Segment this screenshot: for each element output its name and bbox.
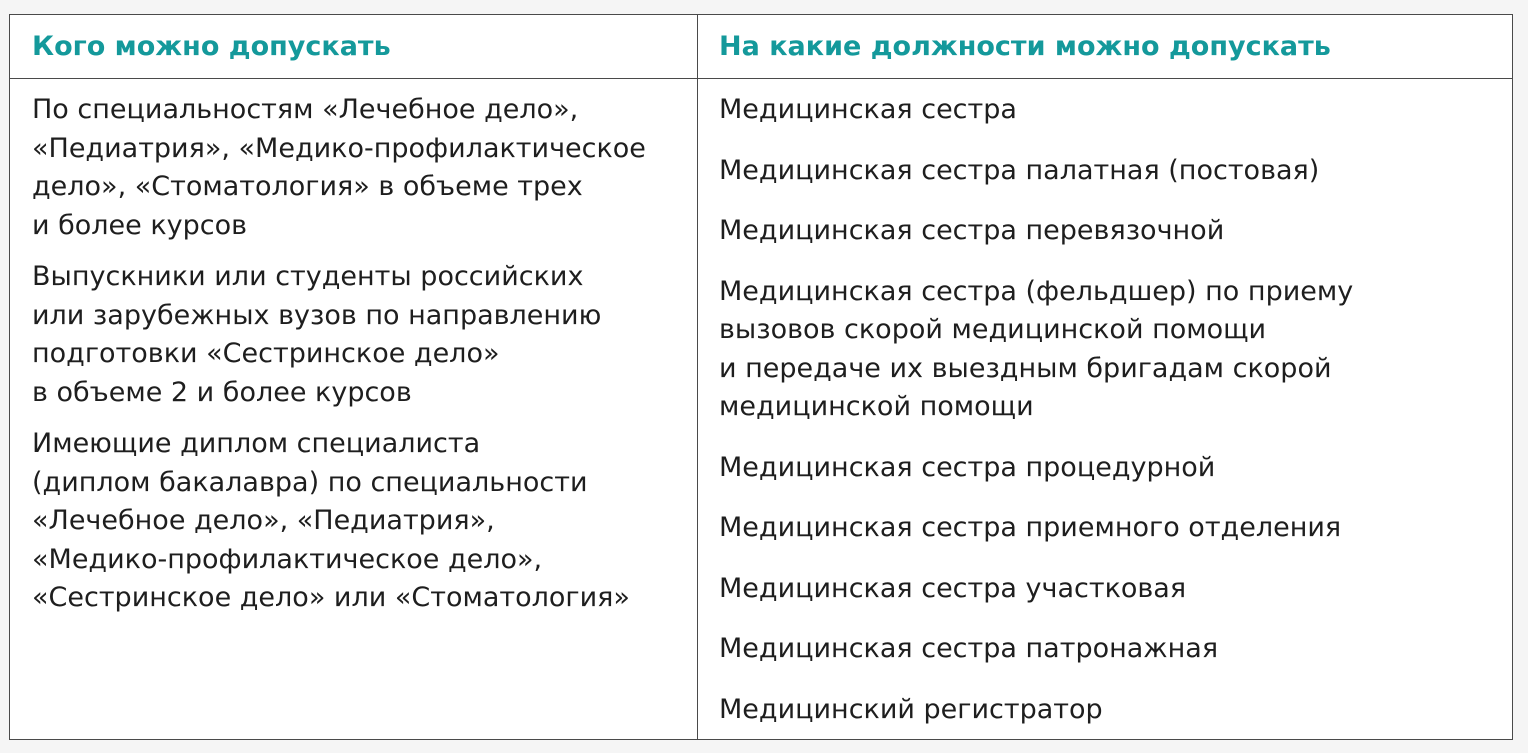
eligibility-table — [9, 14, 1513, 740]
position-item: Медицинская сестра процедурной — [719, 451, 1216, 483]
position-item: Медицинская сестра перевязочной — [719, 215, 1225, 246]
position-item: Медицинская сестра — [719, 94, 1017, 125]
header-who-can-be-admitted: Кого можно допускать — [32, 31, 391, 62]
position-item: Медицинская сестра участковая — [719, 572, 1187, 604]
position-item: Медицинский регистратор — [719, 693, 1103, 725]
left-item: По специальностям «Лечебное дело», «Педиатрия», «Медико-профилактическое дело», «Стоматология» в объеме трех и более курсов — [32, 94, 646, 241]
left-column — [32, 79, 692, 618]
table-header-row — [10, 15, 1512, 79]
position-item: Медицинская сестра (фельдшер) по приему вызовов скорой медицинской помощи и передаче их выездным бригадам скорой медицинской помощи — [719, 275, 1354, 422]
position-item: Медицинская сестра приемного отделения — [719, 512, 1342, 543]
column-divider — [697, 15, 698, 739]
position-item: Медицинская сестра патронажная — [719, 633, 1219, 664]
position-item: Медицинская сестра палатная (постовая) — [719, 154, 1320, 186]
header-positions: На какие должности можно допускать — [719, 31, 1331, 62]
left-item: Имеющие диплом специалиста (диплом бакалавра) по специальности «Лечебное дело», «Педиатрия», «Медико-профилактическое дело», «Сестринское дело» или «Стоматология» — [32, 428, 630, 613]
left-item: Выпускники или студенты российских или зарубежных вузов по направлению подготовки «Сестринское дело» в объеме 2 и более курсов — [32, 261, 602, 408]
right-column — [719, 79, 1499, 729]
